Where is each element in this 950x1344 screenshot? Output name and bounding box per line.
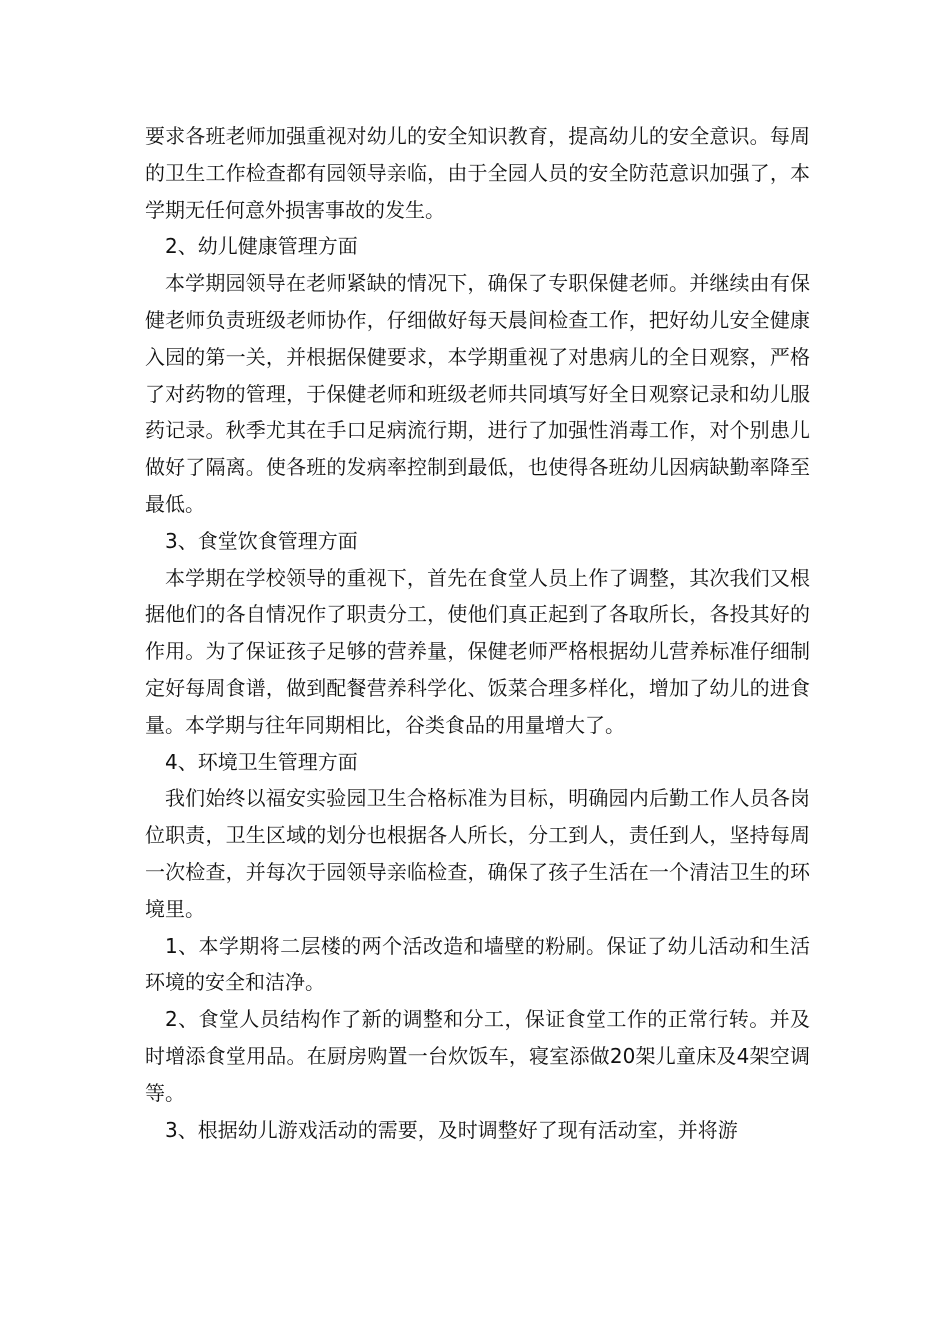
body-paragraph: 本学期在学校领导的重视下，首先在食堂人员上作了调整，其次我们又根据他们的各自情况作了职责分工，使他们真正起到了各取所长，各投其好的作用。为了保证孩子足够的营养量，保健老师严格根据幼儿营养标准仔细制定好每周食谱，做到配餐营养科学化、饭菜合理多样化，增加了幼儿的进食量。本学期与往年同期相比，谷类食品的用量增大了。 bbox=[145, 565, 810, 737]
body-paragraph: 我们始终以福安实验园卫生合格标准为目标，明确园内后勤工作人员各岗位职责，卫生区域的划分也根据各人所长，分工到人，责任到人，坚持每周一次检查，并每次于园领导亲临检查，确保了孩子生活在一个清洁卫生的环境里。 bbox=[145, 786, 810, 921]
body-paragraph: 要求各班老师加强重视对幼儿的安全知识教育，提高幼儿的安全意识。每周的卫生工作检查都有园领导亲临，由于全园人员的安全防范意识加强了，本学期无任何意外损害事故的发生。 bbox=[145, 124, 810, 222]
list-item: 1、本学期将二层楼的两个活改造和墙壁的粉刷。保证了幼儿活动和生活环境的安全和洁净。 bbox=[145, 933, 810, 995]
list-item: 3、根据幼儿游戏活动的需要，及时调整好了现有活动室，并将游 bbox=[165, 1117, 738, 1142]
document-body bbox=[145, 118, 810, 1148]
body-paragraph: 本学期园领导在老师紧缺的情况下，确保了专职保健老师。并继续由有保健老师负责班级老师协作，仔细做好每天晨间检查工作，把好幼儿安全健康入园的第一关，并根据保健要求，本学期重视了对患病儿的全日观察，严格了对药物的管理，于保健老师和班级老师共同填写好全日观察记录和幼儿服药记录。秋季尤其在手口足病流行期，进行了加强性消毒工作，对个别患儿做好了隔离。使各班的发病率控制到最低，也使得各班幼儿因病缺勤率降至最低。 bbox=[145, 271, 810, 516]
section-heading-health: 2、幼儿健康管理方面 bbox=[165, 234, 358, 259]
section-heading-canteen: 3、食堂饮食管理方面 bbox=[165, 528, 358, 553]
section-heading-environment: 4、环境卫生管理方面 bbox=[165, 749, 358, 774]
list-item: 2、食堂人员结构作了新的调整和分工，保证食堂工作的正常行转。并及时增添食堂用品。在厨房购置一台炊饭车，寝室添做20架儿童床及4架空调等。 bbox=[145, 1007, 810, 1105]
